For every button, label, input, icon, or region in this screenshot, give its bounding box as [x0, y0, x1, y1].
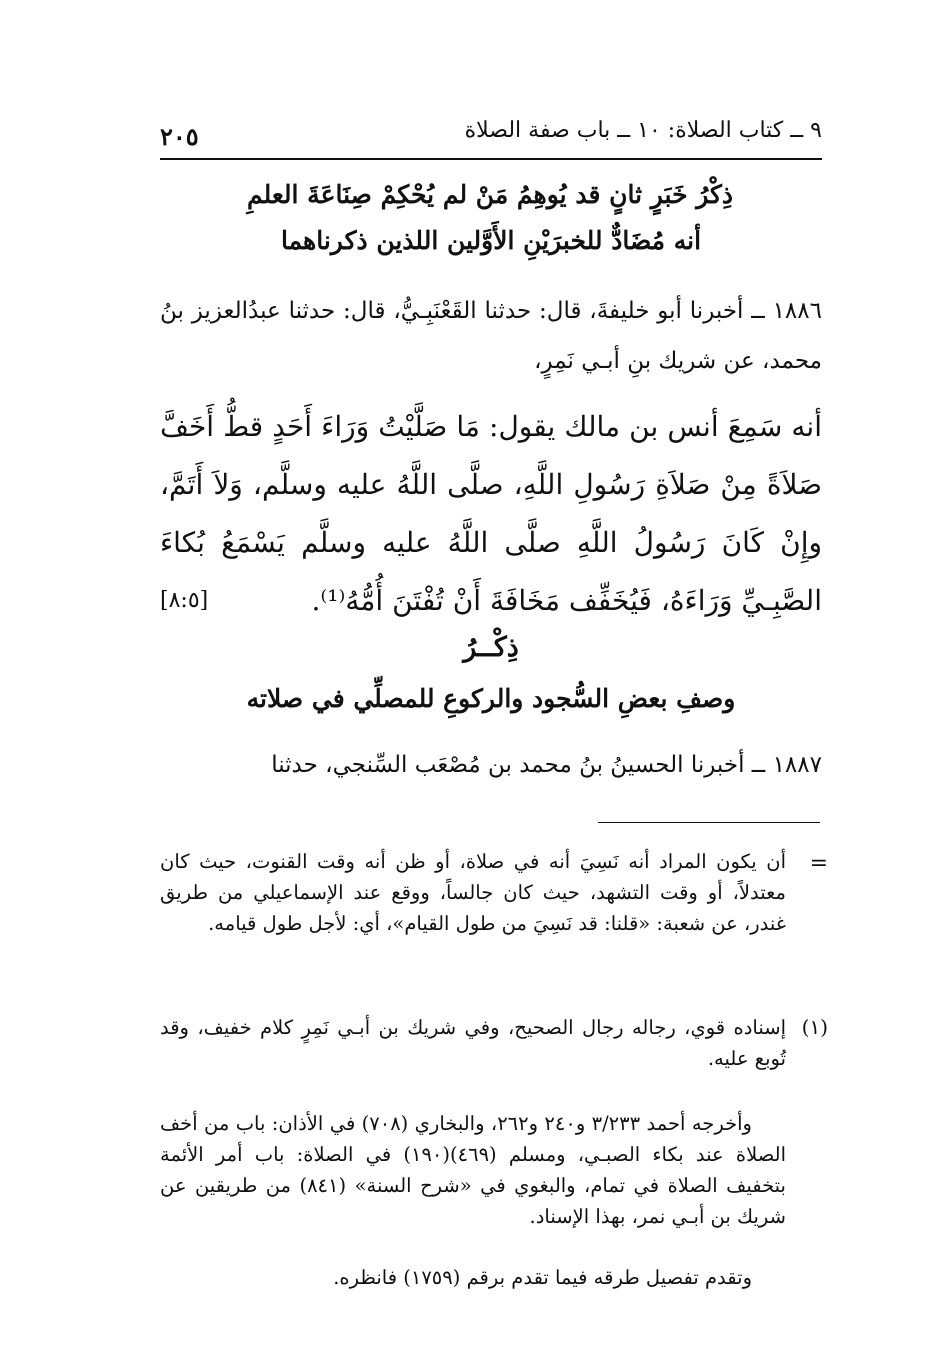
- isnad-1887: ١٨٨٧ ــ أخبرنا الحسينُ بنُ محمد بن مُصْعَب السِّنجي، حدثنا: [271, 752, 822, 778]
- hadith-matn: أنه سَمِعَ أنس بن مالك يقول: مَا صَلَّيْتُ وَرَاءَ أَحَدٍ قطُّ أَخَفَّ صَلاَةً مِنْ صَلاَةِ رَسُولِ اللَّهِ، صلَّى اللَّهُ عليه وسلَّم، وَلاَ أَتَمَّ، وإِنْ كَانَ رَسُولُ اللَّهِ صلَّى اللَّهُ عليه وسلَّم يَسْمَعُ بُكاءَ الصَّبِـيِّ وَرَاءَهُ، فَيُخَفِّف مَخَافَةَ أَنْ تُفْتَنَ أُمُّهُ⁽¹⁾.: [160, 410, 822, 617]
- footnote-continuation-marker: =: [809, 851, 828, 876]
- footnote-continuation: أن يكون المراد أنه نَسِيَ أنه في صلاة، أو ظن أنه وقت القنوت، حيث كان معتدلاً، أو وقت التشهد، حيث كان جالساً، ووقع عند الإسماعيلي من طريق غندر، عن شعبة: «قلنا: قد نَسِيَ من طول القيام»، أي: لأجل طول قيامه.: [160, 850, 786, 935]
- section-heading-dhikr: ذِكْــرُ: [463, 632, 519, 663]
- running-head: [160, 112, 822, 156]
- footnote-1-number: (١): [801, 1015, 828, 1039]
- page-number: ٢٠٥: [160, 122, 199, 151]
- footnote-1-crossref: وتقدم تفصيل طرقه فيما تقدم برقم (١٧٥٩) فانظره.: [333, 1266, 752, 1289]
- footnote-separator: [598, 822, 820, 823]
- header-rule: [160, 158, 822, 160]
- section-heading-line-2: أنه مُضَادٌّ للخبرَيْنِ الأَوَّلين اللذين ذكرناهما: [280, 226, 702, 255]
- hadith-text-1886: [160, 398, 822, 630]
- section-heading-description: وصفِ بعضِ السُّجود والركوعِ للمصلِّي في صلاته: [246, 684, 736, 713]
- footnote-1-grading: إسناده قوي، رجاله رجال الصحيح، وفي شريك بن أبـي نَمِرٍ كلام خفيف، وقد تُوبع عليه.: [160, 1016, 786, 1070]
- footnote-1-takhrij: وأخرجه أحمد ٣/٢٣٣ و٢٤٠ و٢٦٢، والبخاري (٧٠٨) في الأذان: باب من أخف الصلاة عند بكاء الصبـي، ومسلم (٤٦٩)(١٩٠) في الصلاة: باب أمر الأئمة بتخفيف الصلاة في تمام، والبغوي في «شرح السنة» (٨٤١) من طريقين عن شريك بن أبـي نمر، بهذا الإسناد.: [160, 1112, 786, 1228]
- hadith-reference: [٨:٥]: [160, 588, 209, 613]
- running-head-title: ٩ ــ كتاب الصلاة: ١٠ ــ باب صفة الصلاة: [464, 118, 822, 143]
- section-heading-line-1: ذِكْرُ خَبَرٍ ثانٍ قد يُوهِمُ مَنْ لم يُحْكِمْ صِنَاعَةَ العلمِ: [246, 180, 734, 209]
- isnad-1886: ١٨٨٦ ــ أخبرنا أبو خليفةَ، قال: حدثنا القَعْنَبِـيُّ، قال: حدثنا عبدُالعزيز بنُ محمد، عن شريك بنِ أبـي نَمِرٍ،: [160, 298, 822, 374]
